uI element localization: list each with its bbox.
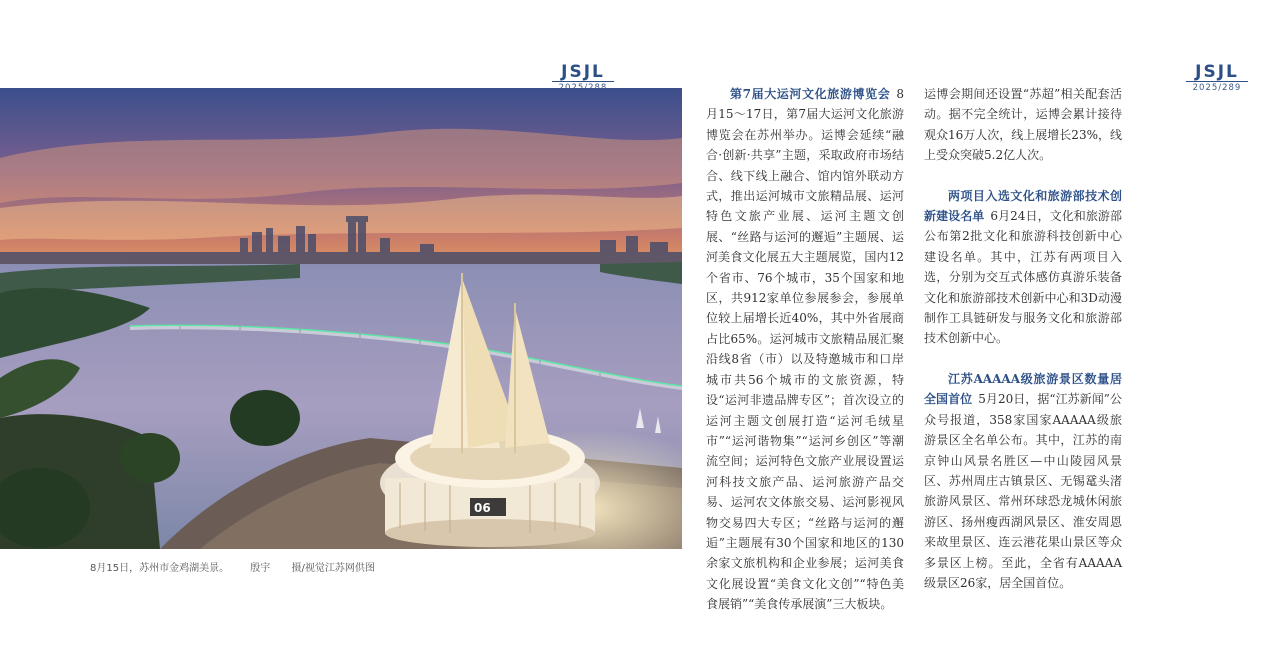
article-body: 8月15～17日，第7届大运河文化旅游博览会在苏州举办。运博会延续“融合·创新·共享”主题，采取政府市场结合、线下线上融合、馆内馆外联动方式，推出运河城市文旅精品展、运河特色文旅产业展、运河主题文创展、“丝路与运河的邂逅”主题展、运河美食文化展五大主题展览，国内12个省市、76个城市，35个国家和地区，共912家单位参展参会，参展单位较上届增长近40%，其中外省展商占比65%。运河城市文旅精品展汇聚沿线8省（市）以及特邀城市和口岸城市共56个城市的文旅资源，特设“运河非遗品牌专区”；首次设立的运河主题文创展打造“运河毛绒星市”“运河谐物集”“运河乡创区”等潮流空间；运河特色文旅产业展设置运河科技文旅产品、运河旅游产品交易、运河农文体旅交易、运河影视风物交易四大专区；“丝路与运河的邂逅”主题展有30个国家和地区的130余家文旅机构和企业参展；运河美食文化展设置“美食文化文创”“特色美食展销”“美食传承展演”三大板块。 — [706, 87, 904, 612]
article-body: 6月24日，文化和旅游部公布第2批文化和旅游科技创新中心建设名单。其中，江苏有两项目入选，分别为交互式体感仿真游乐装备文化和旅游部技术创新中心和3D动漫制作工具链研发与服务文化和旅游部技术创新中心。 — [924, 209, 1122, 346]
caption-text: 8月15日，苏州市金鸡湖美景。 — [90, 563, 230, 574]
masthead-logo-right — [1186, 62, 1248, 93]
text-column-1 — [706, 84, 904, 635]
logo-mark: JSJL — [1195, 62, 1239, 82]
caption-photographer: 殷宇 — [250, 563, 271, 574]
photo-caption — [90, 559, 393, 574]
article-canal-expo-continued: 运博会期间还设置“苏超”相关配套活动。据不完全统计，运博会累计接待观众16万人次，线上展增长23%，线上受众突破5.2亿人次。 — [924, 87, 1122, 163]
logo-mark: JSJL — [561, 62, 605, 82]
text-column-2 — [924, 84, 1122, 613]
article-body: 5月20日，据“江苏新闻”公众号报道，358家国家AAAAA级旅游景区全名单公布。其中，江苏的南京钟山风景名胜区—中山陵园风景区、苏州周庄古镇景区、无锡鼋头渚旅游风景区、常州环球恐龙城休闲旅游区、扬州瘦西湖风景区、淮安周恩来故里景区、连云港花果山景区等众多景区上榜。至此，全省有AAAAA级景区26家，居全国首位。 — [924, 392, 1122, 590]
page-code: 2025/289 — [1186, 81, 1248, 93]
article-tech-innovation — [924, 186, 1122, 349]
article-canal-expo — [706, 84, 904, 615]
article-headline: 第7届大运河文化旅游博览会 — [730, 87, 891, 101]
article-5a-scenic-areas — [924, 369, 1122, 593]
lake-photo — [0, 88, 682, 549]
article-headline: 江苏AAAAA级旅游景区数量居全国首位 — [924, 371, 1122, 407]
article-headline: 两项目入选文化和旅游部技术创新建设名单 — [924, 188, 1122, 224]
caption-credit: 摄/视觉江苏网供图 — [291, 563, 375, 574]
svg-text:06: 06 — [474, 501, 491, 515]
